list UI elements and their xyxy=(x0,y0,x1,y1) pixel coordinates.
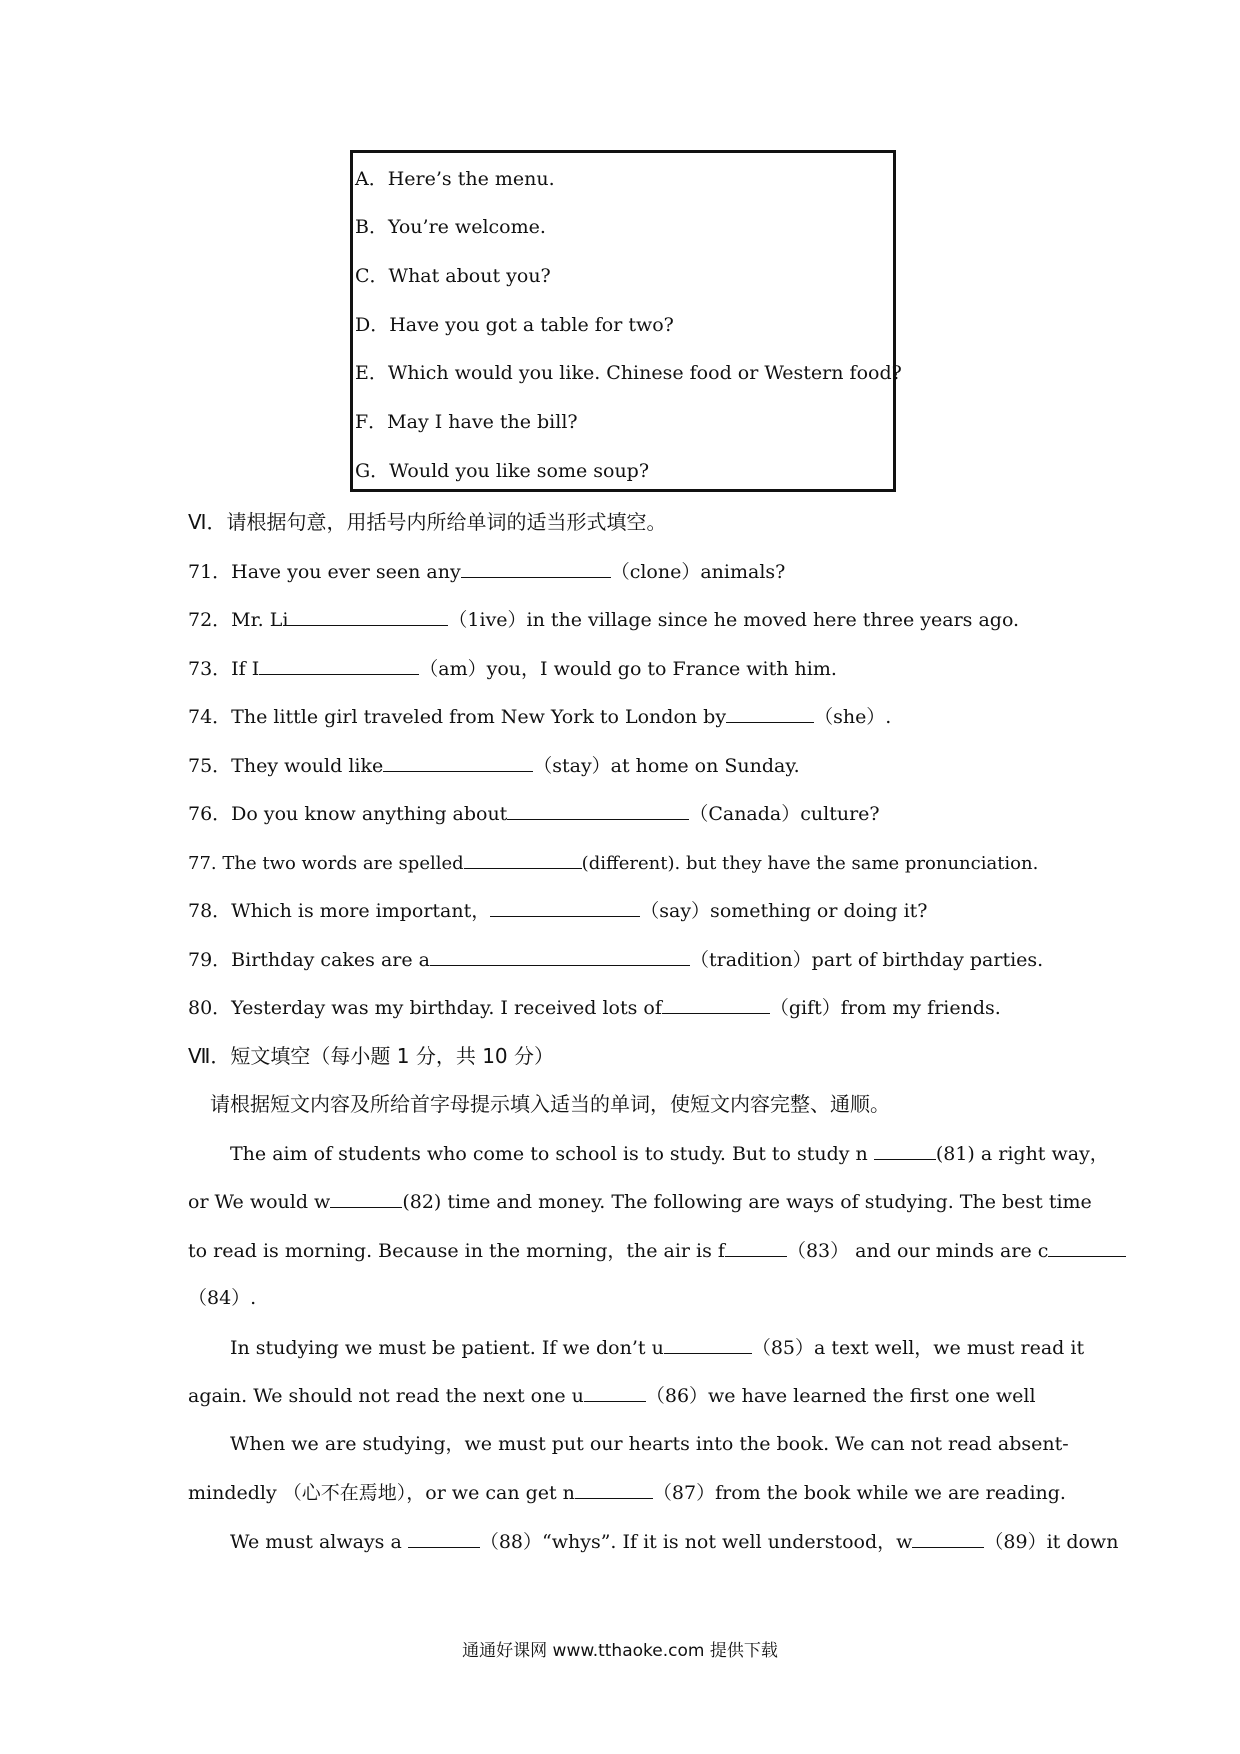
passage-line xyxy=(230,1139,1109,1168)
question-71 xyxy=(188,557,785,586)
passage-text: again. We should not read the next one u xyxy=(188,1385,584,1407)
question-text: 72．Mr. Li xyxy=(188,609,289,631)
question-hint: （stay）at home on Sunday. xyxy=(533,755,800,777)
option-f: F．May I have the bill? xyxy=(355,411,578,433)
option-g: G．Would you like some soup? xyxy=(355,460,650,482)
question-text: 80．Yesterday was my birthday. I received lots of xyxy=(188,997,662,1019)
options-box xyxy=(350,150,902,492)
passage-line xyxy=(230,1527,1118,1556)
passage-text: （84）. xyxy=(188,1287,257,1309)
answer-blank[interactable] xyxy=(490,896,640,917)
passage-line xyxy=(188,1236,1126,1265)
question-hint: （say）something or doing it? xyxy=(640,900,928,922)
question-hint: （am）you，I would go to France with him. xyxy=(419,658,837,680)
answer-blank-88[interactable] xyxy=(408,1527,480,1548)
footer: 通通好课网 www.tthaoke.com 提供下载 xyxy=(462,1641,778,1661)
question-77 xyxy=(188,848,1038,878)
answer-blank-83[interactable] xyxy=(725,1236,787,1257)
answer-blank-82[interactable] xyxy=(330,1187,402,1208)
answer-blank-89[interactable] xyxy=(912,1527,984,1548)
answer-blank[interactable] xyxy=(461,557,611,578)
answer-blank[interactable] xyxy=(464,848,582,869)
question-text: 79．Birthday cakes are a xyxy=(188,949,430,971)
option-b: B．You’re welcome. xyxy=(355,216,546,238)
question-79 xyxy=(188,945,1043,974)
answer-blank[interactable] xyxy=(383,751,533,772)
passage-line xyxy=(188,1187,1092,1216)
option-d: D．Have you got a table for two? xyxy=(355,314,674,336)
question-74 xyxy=(188,702,891,731)
option-c: C．What about you? xyxy=(355,265,551,287)
passage-text: （83） and our minds are c xyxy=(786,1240,1049,1262)
question-hint: （she）. xyxy=(814,706,892,728)
question-text: 71．Have you ever seen any xyxy=(188,561,461,583)
question-hint: （clone）animals? xyxy=(610,561,786,583)
passage-text: to read is morning. Because in the morning，the air is f xyxy=(188,1240,725,1262)
passage-text: （87）from the book while we are reading. xyxy=(652,1482,1066,1504)
answer-blank-85[interactable] xyxy=(664,1333,752,1354)
question-text: 73．If I xyxy=(188,658,260,680)
answer-blank-87[interactable] xyxy=(575,1478,653,1499)
question-hint: （gift）from my friends. xyxy=(769,997,1001,1019)
question-hint: （Canada）culture? xyxy=(689,803,880,825)
passage-text: mindedly （心不在焉地），or we can get n xyxy=(188,1482,575,1504)
question-73 xyxy=(188,654,837,683)
passage-text: （85）a text well，we must read it xyxy=(751,1337,1085,1359)
answer-blank[interactable] xyxy=(662,993,770,1014)
passage-line xyxy=(188,1284,256,1312)
section7-instruction: 请根据短文内容及所给首字母提示填入适当的单词，使短文内容完整、通顺。 xyxy=(210,1092,890,1116)
passage-text: (82) time and money. The following are ways of studying. The best time xyxy=(402,1191,1092,1213)
answer-blank-81[interactable] xyxy=(874,1139,936,1160)
option-e: E．Which would you like. Chinese food or Western food? xyxy=(355,362,902,384)
passage-line xyxy=(188,1381,1036,1410)
question-76 xyxy=(188,799,880,828)
passage-text: or We would w xyxy=(188,1191,331,1213)
question-text: 77. The two words are spelled xyxy=(188,853,464,874)
passage-text: （88）“whys”. If it is not well understood，w xyxy=(479,1531,913,1553)
question-75 xyxy=(188,751,800,780)
answer-blank[interactable] xyxy=(288,605,448,626)
question-text: 76．Do you know anything about xyxy=(188,803,508,825)
answer-blank[interactable] xyxy=(430,945,690,966)
passage-line xyxy=(230,1333,1084,1362)
question-hint: （tradition）part of birthday parties. xyxy=(689,949,1044,971)
question-text: 75．They would like xyxy=(188,755,384,777)
passage-text: （86）we have learned the first one well xyxy=(645,1385,1036,1407)
answer-blank[interactable] xyxy=(259,654,419,675)
question-80 xyxy=(188,993,1001,1022)
passage-text: The aim of students who come to school is to study. But to study n xyxy=(230,1143,874,1165)
answer-blank[interactable] xyxy=(507,799,689,820)
answer-blank[interactable] xyxy=(726,702,814,723)
question-text: 74．The little girl traveled from New York to London by xyxy=(188,706,727,728)
passage-text: (81) a right way， xyxy=(935,1143,1109,1165)
passage-line xyxy=(230,1430,1069,1458)
question-72 xyxy=(188,605,1019,634)
passage-text: In studying we must be patient. If we don’t u xyxy=(230,1337,664,1359)
question-hint: （1ive）in the village since he moved here three years ago. xyxy=(448,609,1020,631)
passage-line xyxy=(188,1478,1066,1507)
passage-text: When we are studying，we must put our hearts into the book. We can not read absent- xyxy=(230,1433,1069,1455)
answer-blank-84[interactable] xyxy=(1048,1236,1126,1257)
question-hint: (different). but they have the same pronunciation. xyxy=(581,853,1039,874)
section6-heading: Ⅵ．请根据句意，用括号内所给单词的适当形式填空。 xyxy=(188,510,667,534)
answer-blank-86[interactable] xyxy=(584,1381,646,1402)
passage-text: We must always a xyxy=(230,1531,408,1553)
option-a: A．Here’s the menu. xyxy=(355,168,555,190)
passage-text: （89）it down xyxy=(984,1531,1119,1553)
question-78 xyxy=(188,896,927,925)
question-text: 78．Which is more important， xyxy=(188,900,491,922)
section7-heading: Ⅶ．短文填空（每小题 1 分，共 10 分） xyxy=(188,1044,554,1068)
